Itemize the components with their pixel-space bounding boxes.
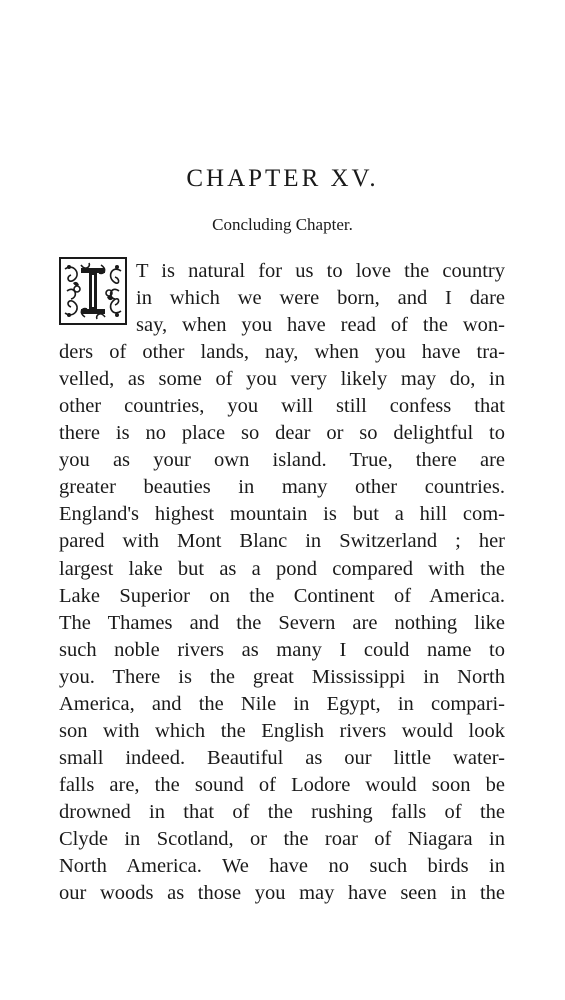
- text-line: England's highest mountain is but a hill com-: [59, 503, 505, 526]
- text-line: The Thames and the Severn are nothing like: [59, 611, 505, 634]
- chapter-title: CHAPTER XV.: [186, 165, 379, 192]
- text-line: such noble rivers as many I could name to: [59, 638, 505, 661]
- text-line: say, when you have read of the won-: [136, 314, 505, 337]
- chapter-subtitle: Concluding Chapter.: [212, 215, 353, 234]
- text-line: Clyde in Scotland, or the roar of Niagara in: [59, 827, 505, 850]
- text-line: son with which the English rivers would look: [59, 719, 505, 742]
- text-line: drowned in that of the rushing falls of the: [59, 800, 505, 823]
- text-line: pared with Mont Blanc in Switzerland ; her: [59, 530, 505, 553]
- text-line: greater beauties in many other countries.: [59, 476, 505, 499]
- text-line: ders of other lands, nay, when you have tra-: [59, 341, 505, 364]
- text-line: our woods as those you may have seen in the: [59, 882, 505, 905]
- text-line: largest lake but as a pond compared with the: [59, 557, 505, 580]
- text-line: Lake Superior on the Continent of America.: [59, 584, 505, 607]
- text-line: you as your own island. True, there are: [59, 449, 505, 472]
- chapter-body-text: [59, 258, 505, 907]
- text-line: America, and the Nile in Egypt, in compari-: [59, 692, 505, 715]
- text-line: in which we were born, and I dare: [136, 287, 505, 310]
- text-line: small indeed. Beautiful as our little water-: [59, 746, 505, 769]
- text-line: other countries, you will still confess that: [59, 395, 505, 418]
- text-line: there is no place so dear or so delightful to: [59, 422, 505, 445]
- text-line: T is natural for us to love the country: [136, 260, 505, 282]
- text-line: North America. We have no such birds in: [59, 855, 505, 878]
- text-line: velled, as some of you very likely may do, in: [59, 368, 505, 391]
- text-line: you. There is the great Mississippi in North: [59, 665, 505, 688]
- text-line: falls are, the sound of Lodore would soon be: [59, 773, 505, 796]
